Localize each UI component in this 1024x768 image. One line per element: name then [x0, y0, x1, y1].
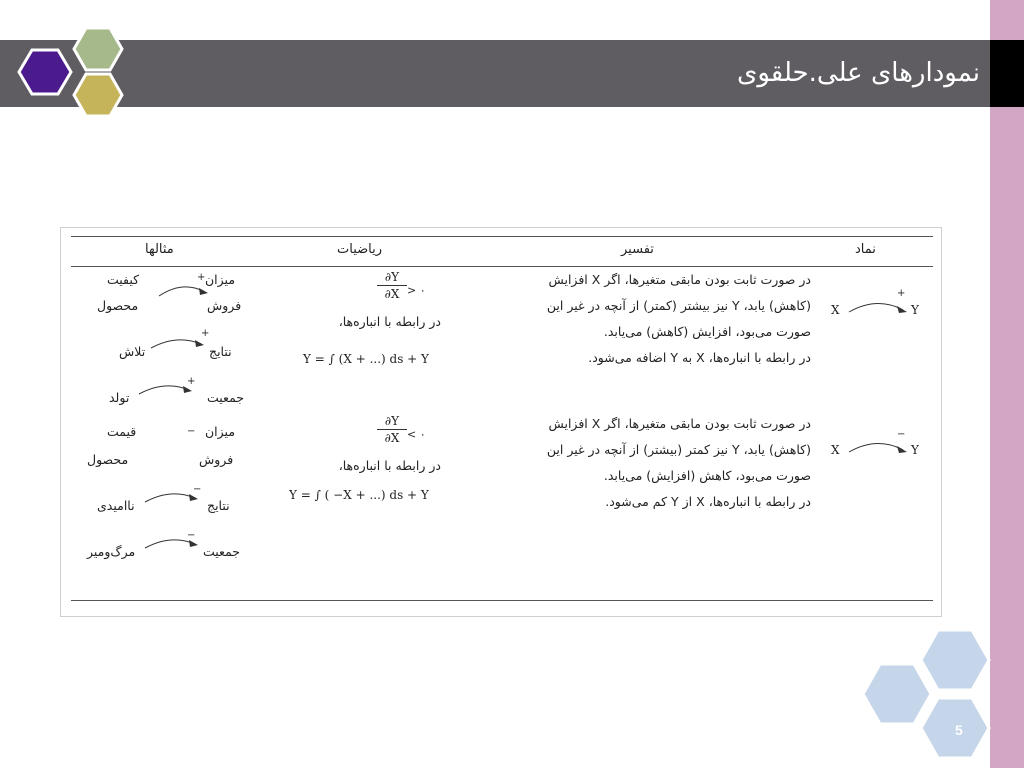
ex-2a-right2: فروش: [199, 452, 234, 467]
ex-2a-sign: −: [187, 426, 196, 437]
ex-1a-right2: فروش: [207, 298, 242, 313]
ex-2c-right: جمعیت: [203, 544, 241, 559]
header-symbol: نماد: [855, 242, 876, 257]
ex-2c-left: مرگ‌ومیر: [87, 544, 136, 559]
ex-2b-left: ناامیدی: [97, 498, 135, 513]
symbol-2-sign: −: [897, 429, 906, 440]
interp-1-line-1: در صورت ثابت بودن مابقی متغیرها، اگر X افزایش: [548, 272, 811, 287]
slide-title: نمودارهای علی.حلقوی: [737, 58, 980, 88]
interp-2-line-3: صورت می‌بود، کاهش (افزایش) می‌یابد.: [603, 468, 811, 483]
interp-2-line-4: در رابطه با انباره‌ها، X از Y کم می‌شود.: [605, 494, 811, 509]
interp-1-line-2: (کاهش) یابد، Y نیز بیشتر (کمتر) از آنچه در غیر این: [546, 298, 811, 313]
math-1-inequality: > ۰: [407, 284, 426, 297]
ex-1c-left: تولد: [109, 390, 130, 405]
interp-2-line-1: در صورت ثابت بودن مابقی متغیرها، اگر X افزایش: [548, 416, 811, 431]
ex-1a-sign: +: [197, 272, 206, 283]
ex-2b-sign: −: [193, 484, 202, 495]
math-1-note: در رابطه با انباره‌ها،: [338, 314, 441, 329]
interp-1-line-3: صورت می‌بود، افزایش (کاهش) می‌یابد.: [603, 324, 811, 339]
ex-1b-left: تلاش: [119, 344, 146, 359]
symbol-2-to: Y: [911, 443, 919, 457]
header-examples: مثالها: [145, 242, 174, 257]
ex-2b-right: نتایج: [207, 498, 230, 513]
math-1-den: ∂X: [384, 287, 400, 301]
symbol-1-from: X: [831, 303, 840, 317]
ex-2a-left: قیمت: [107, 424, 137, 439]
math-2-note: در رابطه با انباره‌ها،: [338, 458, 441, 473]
hex-blue-left: [863, 664, 931, 724]
math-2-num: ∂Y: [377, 414, 407, 430]
hex-blue-top: [921, 630, 989, 690]
math-2-den: ∂X: [384, 431, 400, 445]
header-math: ریاضیات: [337, 242, 383, 257]
math-1-num: ∂Y: [377, 270, 407, 286]
ex-2a-right: میزان: [205, 424, 236, 439]
math-2-integral: Y = ∫ ( −X + ...) ds + Y: [289, 488, 429, 502]
symbol-1-to: Y: [911, 303, 919, 317]
ex-1c-sign: +: [187, 376, 196, 387]
symbol-2-from: X: [831, 443, 840, 457]
ex-2a-left2: محصول: [87, 452, 129, 467]
ex-1a-left2: محصول: [97, 298, 139, 313]
ex-1a-right: میزان: [205, 272, 236, 287]
page-number: 5: [955, 722, 963, 738]
ex-1b-sign: +: [201, 328, 210, 339]
ex-1b-right: نتایج: [209, 344, 232, 359]
math-2-inequality: < ۰: [407, 428, 426, 441]
ex-2c-sign: −: [187, 530, 196, 541]
ex-1a-left: کیفیت: [107, 272, 140, 287]
ex-1c-right: جمعیت: [207, 390, 245, 405]
interp-1-line-4: در رابطه با انباره‌ها، X به Y اضافه می‌شود.: [588, 350, 811, 365]
math-1-integral: Y = ∫ (X + ...) ds + Y: [303, 352, 429, 366]
interp-2-line-2: (کاهش) یابد، Y نیز کمتر (بیشتر) از آنچه در غیر این: [546, 442, 811, 457]
header-interpretation: تفسیر: [621, 242, 654, 257]
symbol-1-sign: +: [897, 288, 906, 299]
